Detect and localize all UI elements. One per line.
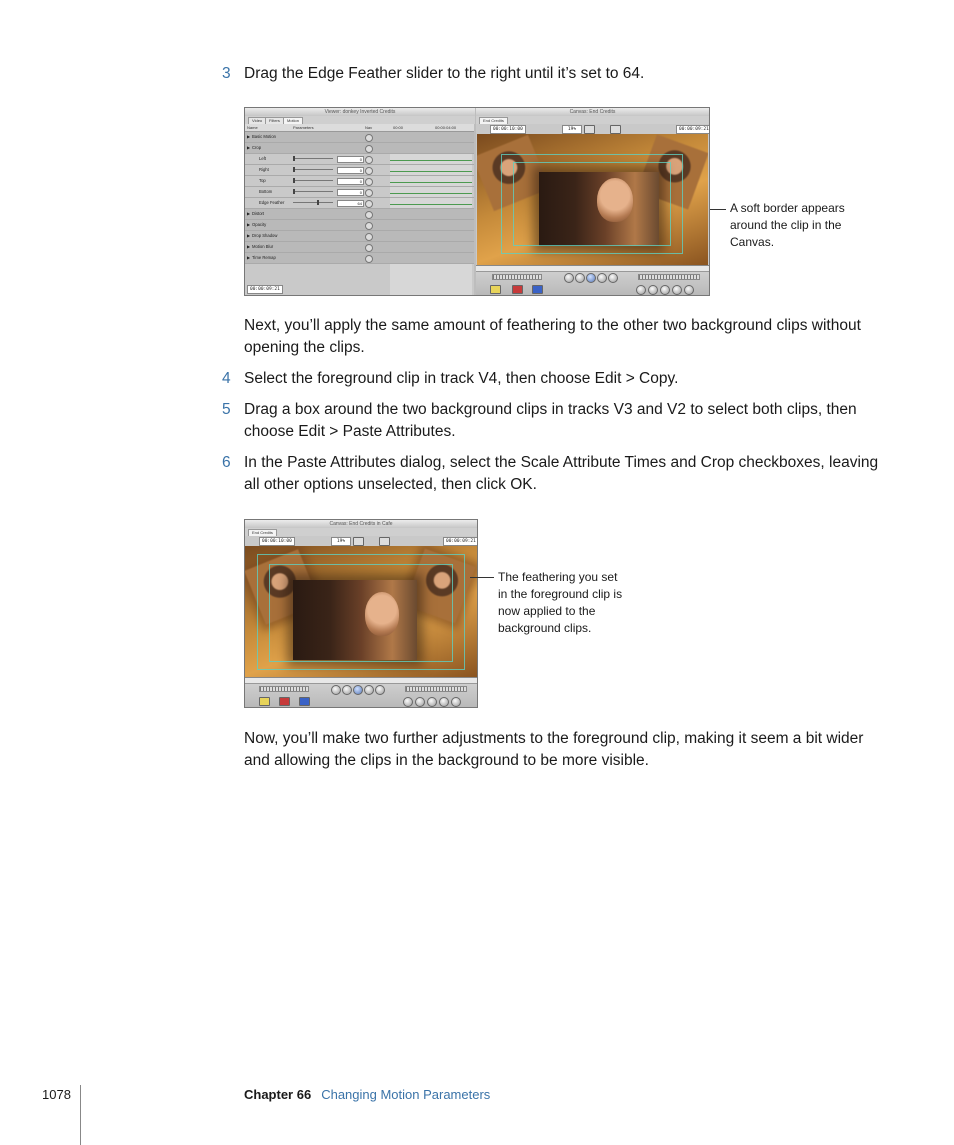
title-safe-guide	[513, 162, 671, 246]
parameter-row	[245, 242, 474, 253]
viewer-tabs	[245, 116, 475, 124]
viewer-timecode[interactable]: 00:00:09:21	[247, 285, 283, 294]
canvas-current-timecode[interactable]: 00:00:09:21	[443, 537, 478, 546]
parameter-label: Left	[259, 156, 266, 161]
shuttle-control[interactable]	[492, 274, 542, 280]
view-popup[interactable]	[353, 537, 364, 546]
add-keyframe-button[interactable]	[660, 285, 670, 295]
mark-in-button[interactable]	[636, 285, 646, 295]
add-marker-button[interactable]	[439, 697, 449, 707]
chapter-label: Chapter 66	[244, 1087, 312, 1102]
mark-in-button[interactable]	[403, 697, 413, 707]
disclosure-triangle-icon[interactable]: ▶	[247, 134, 251, 139]
keyframe-button-icon[interactable]	[365, 244, 373, 252]
canvas-current-timecode[interactable]: 00:00:09:21	[676, 125, 710, 134]
view-popup[interactable]	[584, 125, 595, 134]
callout-feathering-applied: The feathering you set in the foreground clip is now applied to the background clips.	[498, 570, 623, 635]
step-text: Select the foreground clip in track V4, then choose Edit > Copy.	[244, 370, 679, 387]
replace-button[interactable]	[299, 697, 310, 706]
parameter-value-field[interactable]: 0	[337, 189, 364, 196]
header-time-start: 00:00	[393, 125, 404, 130]
page-number: 1078	[42, 1087, 71, 1102]
parameter-label: Drop Shadow	[252, 233, 278, 238]
jog-control[interactable]	[638, 274, 700, 280]
tab-end-credits[interactable]: End Credits	[479, 117, 508, 124]
header-name: Name	[247, 125, 258, 130]
parameter-label: Crop	[252, 145, 262, 150]
keyframe-button-icon[interactable]	[365, 189, 373, 197]
slider-knob[interactable]	[293, 189, 295, 194]
keyframe-button-icon[interactable]	[365, 167, 373, 175]
parameter-label: Time Remap	[252, 255, 276, 260]
chapter-footer	[244, 1087, 490, 1102]
keyframe-button-icon[interactable]	[365, 200, 373, 208]
parameter-row	[245, 154, 474, 165]
step-text: In the Paste Attributes dialog, select the Scale Attribute Times and Crop checkboxes, leaving all other options unselected, then click OK.	[244, 454, 879, 493]
play-button[interactable]	[353, 685, 363, 695]
replace-button[interactable]	[532, 285, 543, 294]
header-nav: Nav	[365, 125, 373, 130]
mark-out-button[interactable]	[415, 697, 425, 707]
keyframe-button-icon[interactable]	[365, 134, 373, 142]
slider-knob[interactable]	[293, 167, 295, 172]
parameter-slider[interactable]	[293, 158, 333, 159]
parameters-header	[245, 124, 474, 132]
mark-out-button[interactable]	[648, 285, 658, 295]
slider-knob[interactable]	[317, 200, 319, 205]
insert-button[interactable]	[490, 285, 501, 294]
playhead-sync-popup[interactable]	[610, 125, 621, 134]
playhead-sync-popup[interactable]	[379, 537, 390, 546]
parameter-label: Top	[259, 178, 266, 183]
tab-video[interactable]: Video	[248, 117, 266, 124]
keyframe-button-icon[interactable]	[365, 222, 373, 230]
previous-edit-button[interactable]	[575, 273, 585, 283]
play-around-button[interactable]	[608, 273, 618, 283]
keyframe-button-icon[interactable]	[365, 233, 373, 241]
step-text: Drag the Edge Feather slider to the right until it’s set to 64.	[244, 65, 645, 82]
step-number: 4	[222, 370, 231, 387]
parameter-row	[245, 176, 474, 187]
parameter-label: Bottom	[259, 189, 273, 194]
step-number: 6	[222, 454, 231, 471]
parameter-row	[245, 253, 474, 264]
play-around-button[interactable]	[375, 685, 385, 695]
play-button[interactable]	[586, 273, 596, 283]
parameter-value-field[interactable]: 0	[337, 178, 364, 185]
play-in-to-out-button[interactable]	[331, 685, 341, 695]
parameter-slider[interactable]	[293, 191, 333, 192]
parameter-row	[245, 220, 474, 231]
tab-motion[interactable]: Motion	[283, 117, 303, 124]
callout-soft-border: A soft border appears around the clip in the Canvas.	[730, 201, 845, 249]
parameter-label: Edge Feather	[259, 200, 285, 205]
jog-control[interactable]	[405, 686, 467, 692]
scrubber-bar[interactable]	[245, 678, 477, 684]
canvas-title: Canvas: End Credits	[569, 109, 616, 115]
figure-1-screenshot	[244, 107, 710, 296]
next-edit-button[interactable]	[597, 273, 607, 283]
parameter-label: Right	[259, 167, 269, 172]
figure-2-screenshot	[244, 519, 478, 708]
parameter-label: Distort	[252, 211, 265, 216]
step-number: 5	[222, 401, 231, 418]
viewer-window	[245, 108, 475, 295]
match-frame-button[interactable]	[451, 697, 461, 707]
zoom-popup[interactable]: 19%	[331, 537, 351, 546]
keyframe-button-icon[interactable]	[365, 255, 373, 263]
canvas-tabs	[245, 528, 477, 536]
next-edit-button[interactable]	[364, 685, 374, 695]
parameter-row	[245, 132, 474, 143]
footer-divider	[80, 1085, 81, 1145]
disclosure-triangle-icon[interactable]: ▶	[247, 255, 251, 260]
parameter-label: Motion Blur	[252, 244, 274, 249]
add-keyframe-button[interactable]	[427, 697, 437, 707]
insert-button[interactable]	[259, 697, 270, 706]
match-frame-button[interactable]	[684, 285, 694, 295]
canvas-transport-controls	[245, 677, 477, 708]
parameter-slider[interactable]	[293, 202, 333, 203]
parameter-value-field[interactable]: 64	[337, 200, 364, 207]
tab-filters[interactable]: Filters	[265, 117, 284, 124]
parameter-row	[245, 231, 474, 242]
slider-knob[interactable]	[293, 156, 295, 161]
previous-edit-button[interactable]	[342, 685, 352, 695]
motion-parameters	[245, 124, 474, 295]
disclosure-triangle-icon[interactable]: ▶	[247, 211, 251, 216]
canvas-window	[476, 108, 709, 295]
parameter-value-field[interactable]: 0	[337, 167, 364, 174]
disclosure-triangle-icon[interactable]: ▶	[247, 145, 251, 150]
tab-end-credits[interactable]: End Credits	[248, 529, 277, 536]
canvas-title: Canvas: End Credits in Cafe	[329, 521, 393, 527]
parameter-value-field[interactable]: 0	[337, 156, 364, 163]
parameter-row	[245, 143, 474, 154]
closing-paragraph: Now, you’ll make two further adjustments to the foreground clip, making it seem a bit wider and allowing the clips in the background to be more visible.	[244, 730, 864, 769]
zoom-popup[interactable]: 19%	[562, 125, 582, 134]
step-number: 3	[222, 65, 231, 82]
keyframe-button-icon[interactable]	[365, 145, 373, 153]
disclosure-triangle-icon[interactable]: ▶	[247, 222, 251, 227]
parameter-slider[interactable]	[293, 169, 333, 170]
parameter-row	[245, 165, 474, 176]
parameter-row	[245, 187, 474, 198]
shuttle-control[interactable]	[259, 686, 309, 692]
disclosure-triangle-icon[interactable]: ▶	[247, 233, 251, 238]
scrubber-bar[interactable]	[476, 266, 709, 272]
header-time-end: 00:00:04:00	[435, 125, 457, 130]
canvas-duration-timecode[interactable]: 00:00:10:00	[490, 125, 526, 134]
disclosure-triangle-icon[interactable]: ▶	[247, 244, 251, 249]
canvas-transport-controls	[476, 265, 709, 296]
parameter-row	[245, 198, 474, 209]
play-in-to-out-button[interactable]	[564, 273, 574, 283]
overwrite-button[interactable]	[512, 285, 523, 294]
canvas-video-frame[interactable]	[245, 546, 477, 677]
parameter-slider[interactable]	[293, 180, 333, 181]
add-marker-button[interactable]	[672, 285, 682, 295]
keyframe-button-icon[interactable]	[365, 211, 373, 219]
callout-leader-2	[470, 577, 494, 578]
callout-leader-1	[710, 209, 726, 210]
chapter-title[interactable]: Changing Motion Parameters	[321, 1087, 491, 1102]
keyframe-button-icon[interactable]	[365, 178, 373, 186]
canvas-tabs	[476, 116, 709, 124]
intro-paragraph: Next, you’ll apply the same amount of feathering to the other two background clips without opening the clips.	[244, 317, 861, 356]
slider-knob[interactable]	[293, 178, 295, 183]
canvas-video-frame[interactable]	[477, 134, 708, 265]
viewer-title: Viewer: donkey Inverted Credits	[324, 109, 396, 115]
title-safe-guide	[269, 564, 453, 662]
overwrite-button[interactable]	[279, 697, 290, 706]
keyframe-button-icon[interactable]	[365, 156, 373, 164]
parameter-label: Opacity	[252, 222, 267, 227]
step-text: Drag a box around the two background clips in tracks V3 and V2 to select both clips, then choose Edit > Paste Attributes.	[244, 401, 857, 440]
parameter-label: Basic Motion	[252, 134, 276, 139]
header-parameters: Parameters	[293, 125, 314, 130]
parameter-row	[245, 209, 474, 220]
canvas-duration-timecode[interactable]: 00:00:10:00	[259, 537, 295, 546]
